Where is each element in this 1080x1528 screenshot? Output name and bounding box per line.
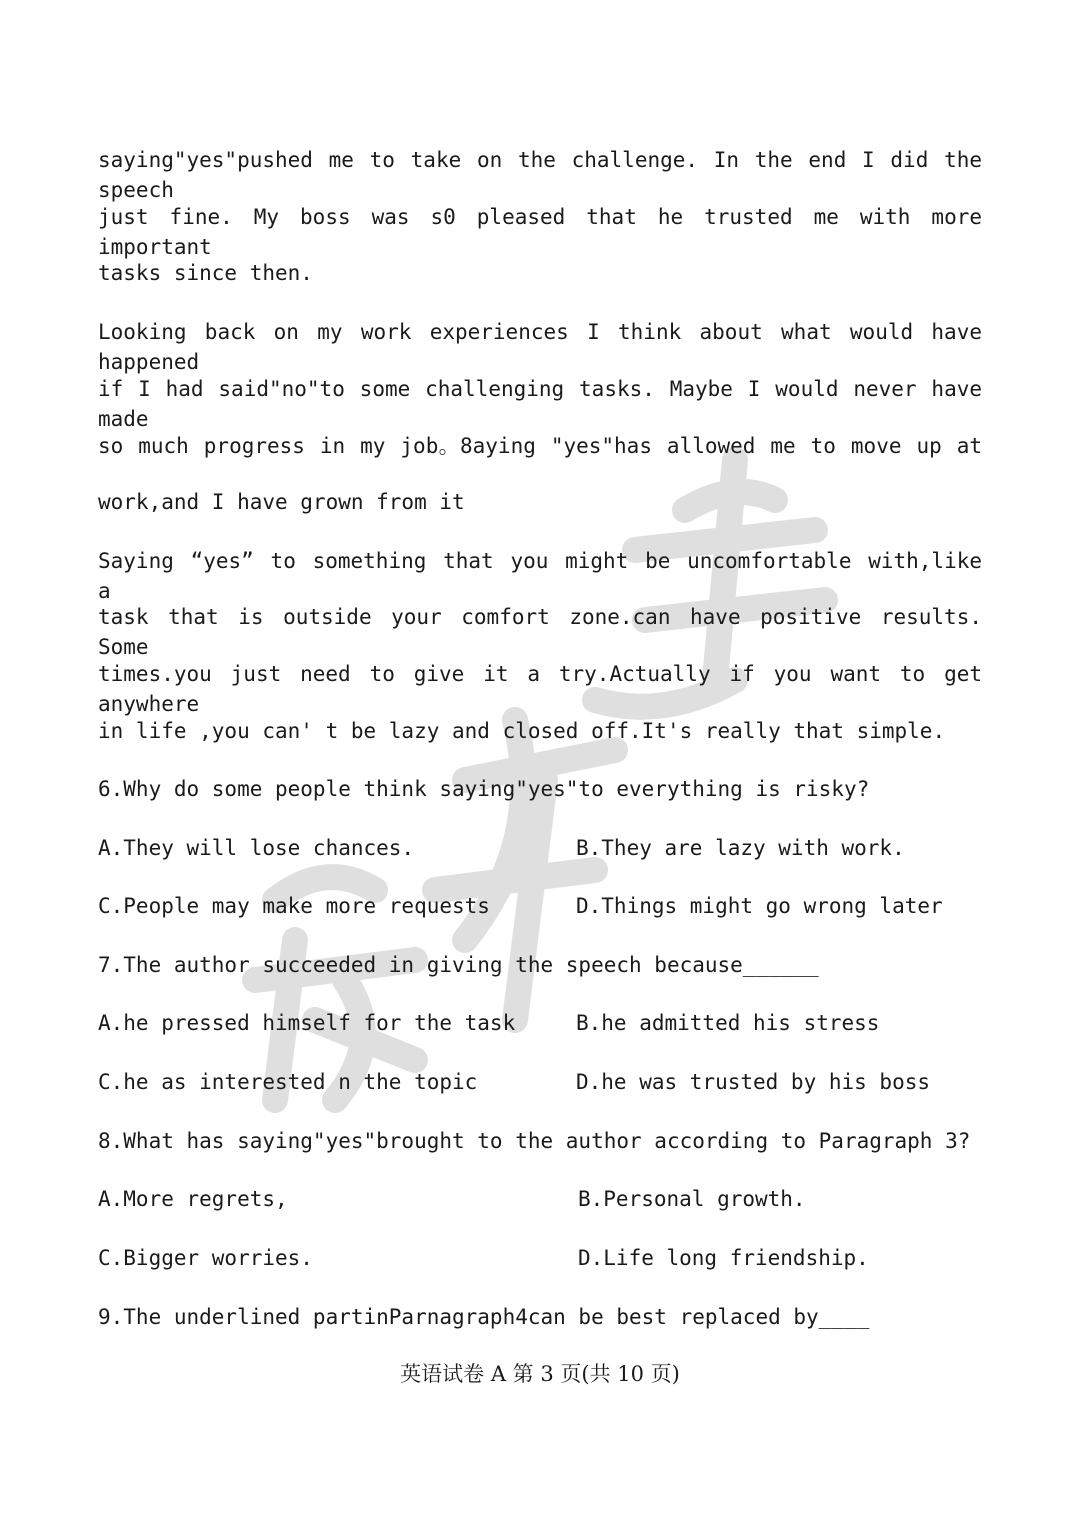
- passage-line: if I had said"no"to some challenging tasks. Maybe I would never have made: [98, 377, 982, 431]
- option-c: C.People may make more requests: [98, 894, 490, 918]
- passage-line: Looking back on my work experiences I think about what would have happened: [98, 320, 982, 374]
- passage-line: saying"yes"pushed me to take on the challenge. In the end I did the speech: [98, 148, 982, 202]
- question-stem: 6.Why do some people think saying"yes"to everything is risky?: [98, 777, 870, 801]
- option-a: A.he pressed himself for the task: [98, 1011, 516, 1035]
- question-stem: 9.The underlined partinParnagraph4can be best replaced by____: [98, 1305, 870, 1329]
- option-d: D.he was trusted by his boss: [576, 1070, 931, 1094]
- passage-line: task that is outside your comfort zone.can have positive results. Some: [98, 605, 982, 659]
- passage-line: in life ,you can' t be lazy and closed off.It's really that simple.: [98, 719, 946, 743]
- option-a: A.More regrets,: [98, 1187, 288, 1211]
- passage-line: so much progress in my job。8aying "yes"has allowed me to move up at: [98, 434, 982, 458]
- passage-line: tasks since then.: [98, 261, 313, 285]
- option-a: A.They will lose chances.: [98, 836, 415, 860]
- option-b: B.They are lazy with work.: [576, 836, 905, 860]
- passage-line: Saying “yes” to something that you might be uncomfortable with,like a: [98, 549, 982, 603]
- option-b: B.Personal growth.: [578, 1187, 806, 1211]
- option-b: B.he admitted his stress: [576, 1011, 880, 1035]
- passage-line: times.you just need to give it a try.Actually if you want to get anywhere: [98, 662, 982, 716]
- option-d: D.Things might go wrong later: [576, 894, 943, 918]
- question-stem: 7.The author succeeded in giving the speech because______: [98, 953, 819, 977]
- passage-line: work,and I have grown from it: [98, 490, 465, 514]
- option-c: C.he as interested n the topic: [98, 1070, 478, 1094]
- option-d: D.Life long friendship.: [578, 1246, 869, 1270]
- page-footer: 英语试卷 A 第 3 页(共 10 页): [400, 1362, 680, 1386]
- passage-line: just fine. My boss was s0 pleased that he trusted me with more important: [98, 205, 982, 259]
- option-c: C.Bigger worries.: [98, 1246, 313, 1270]
- question-stem: 8.What has saying"yes"brought to the author according to Paragraph 3?: [98, 1129, 971, 1153]
